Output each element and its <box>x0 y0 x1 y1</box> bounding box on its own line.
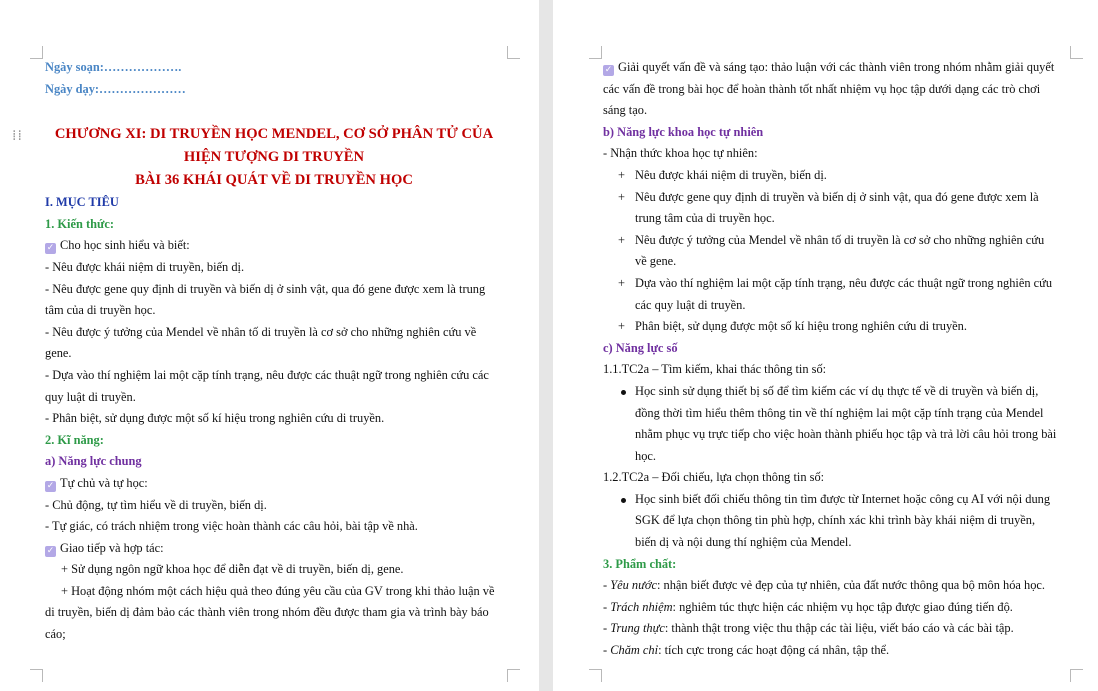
bullet-dot-icon <box>621 498 626 503</box>
crop-mark <box>589 46 602 59</box>
text-line[interactable]: di truyền, biến dị đảm bảo các thành viên trong nhóm đều được tham gia và trình bày báo <box>45 605 489 620</box>
lesson-title[interactable]: BÀI 36 KHÁI QUÁT VỀ DI TRUYỀN HỌC <box>135 172 413 189</box>
bullet-dot-icon <box>621 390 626 395</box>
plus-item[interactable] <box>603 316 1063 338</box>
quality-text: : nghiêm túc thực hiện các nhiệm vụ học tập được giao đúng tiến độ. <box>672 599 1013 614</box>
text-line[interactable]: gene. <box>45 346 72 361</box>
item-text: Dựa vào thí nghiệm lai một cặp tính trạng, nêu được các thuật ngữ trong nghiên cứu <box>635 275 1053 290</box>
quality-line[interactable]: - Yêu nước: nhận biết được vẻ đẹp của tự nhiên, của đất nước thông qua bộ môn hóa học. <box>603 578 1045 593</box>
plus-bullet-icon: + <box>618 319 625 334</box>
checkbox-icon[interactable]: ✓ <box>46 243 55 254</box>
checkbox-item[interactable] <box>45 235 503 257</box>
text-line[interactable]: + Hoạt động nhóm một cách hiệu quả theo đúng yêu cầu của GV trong khi thảo luận về <box>61 583 495 598</box>
heading-pham-chat[interactable]: 3. Phẩm chất: <box>603 556 677 571</box>
heading-nang-luc-so[interactable]: c) Năng lực số <box>603 340 678 355</box>
text-line[interactable]: - Chủ động, tự tìm hiểu về di truyền, biến dị. <box>45 497 267 512</box>
item-text: Học sinh sử dụng thiết bị số để tìm kiếm các ví dụ thực tế về di truyền và biến dị, <box>635 383 1039 398</box>
quality-text: : tích cực trong các hoạt động cá nhân, tập thể. <box>658 643 890 658</box>
text-line[interactable]: - Nhận thức khoa học tự nhiên: <box>603 146 758 161</box>
heading-nang-luc-chung[interactable]: a) Năng lực chung <box>45 454 142 469</box>
text-line[interactable]: sáng tạo. <box>603 103 648 118</box>
checkbox-label: Cho học sinh hiểu và biết: <box>60 238 190 253</box>
right-page-content <box>603 57 1063 662</box>
checkbox-item[interactable] <box>45 473 503 495</box>
quality-line[interactable]: - Trách nhiệm: nghiêm túc thực hiện các nhiệm vụ học tập được giao đúng tiến độ. <box>603 599 1013 614</box>
text-line[interactable]: nhằm phục vụ trực tiếp cho việc hoàn thành phiếu học tập và trả lời câu hỏi trong bài <box>635 427 1057 442</box>
plus-item[interactable] <box>603 273 1063 295</box>
heading-nang-luc-khtn[interactable]: b) Năng lực khoa học tự nhiên <box>603 124 764 139</box>
plus-bullet-icon: + <box>618 189 625 204</box>
plus-bullet-icon: + <box>618 275 625 290</box>
item-text: Nêu được gene quy định di truyền và biến dị ở sinh vật, qua đó gene được xem là <box>635 189 1039 204</box>
quality-label: Trung thực <box>610 621 665 636</box>
checkbox-item[interactable] <box>45 538 503 560</box>
checkbox-label: Giao tiếp và hợp tác: <box>60 540 164 555</box>
plus-item[interactable] <box>603 230 1063 252</box>
text-line[interactable]: SGK để lựa chọn thông tin phù hợp, chính xác khi trình bày khái niệm di truyền, <box>635 513 1036 528</box>
text-line[interactable]: tâm của di truyền học. <box>45 303 156 318</box>
right-page <box>553 0 1098 691</box>
crop-mark <box>507 669 520 682</box>
page-gutter <box>539 0 553 691</box>
quality-label: Trách nhiệm <box>610 599 673 614</box>
text-line[interactable]: - Dựa vào thí nghiệm lai một cặp tính trạng, nêu được các thuật ngữ trong nghiên cứu các <box>45 367 489 382</box>
text-line[interactable]: trung tâm của di truyền học. <box>635 211 775 226</box>
checkbox-icon[interactable]: ✓ <box>46 545 55 556</box>
left-page-content <box>45 57 503 646</box>
crop-mark <box>30 46 43 59</box>
chapter-title-line2[interactable]: HIỆN TƯỢNG DI TRUYỀN <box>183 149 365 166</box>
checkbox-icon[interactable]: ✓ <box>604 65 613 75</box>
text-line[interactable]: quy luật di truyền. <box>45 389 136 404</box>
prep-date[interactable]: Ngày soạn:………………. <box>45 60 182 74</box>
checkbox-item[interactable] <box>603 57 1063 79</box>
crop-mark <box>30 669 43 682</box>
plus-item[interactable] <box>603 187 1063 209</box>
quality-line[interactable]: - Trung thực: thành thật trong việc thu thập các tài liệu, viết báo cáo và các bài tập. <box>603 621 1014 636</box>
item-text: Nêu được khái niệm di truyền, biến dị. <box>635 167 827 182</box>
bullet-item[interactable] <box>603 381 1063 403</box>
text-line[interactable]: - Nêu được gene quy định di truyền và biến dị ở sinh vật, qua đó gene được xem là trung <box>45 281 486 296</box>
heading-kien-thuc[interactable]: 1. Kiến thức: <box>45 216 115 231</box>
text-line[interactable]: - Phân biệt, sử dụng được một số kí hiệu trong nghiên cứu di truyền. <box>45 411 385 426</box>
quality-label: Yêu nước <box>610 578 657 593</box>
text-line[interactable]: các vấn đề trong bài học để hoàn thành tốt nhất nhiệm vụ học tập dưới dạng các trò chơi <box>603 81 1041 96</box>
plus-bullet-icon: + <box>618 232 625 247</box>
text-line[interactable]: 1.1.TC2a – Tìm kiếm, khai thác thông tin số: <box>603 362 827 377</box>
bullet-item[interactable] <box>603 489 1063 511</box>
quality-text: : thành thật trong việc thu thập các tài liệu, viết báo cáo và các bài tập. <box>664 621 1014 636</box>
plus-item[interactable] <box>603 165 1063 187</box>
chapter-title-line1[interactable]: CHƯƠNG XI: DI TRUYỀN HỌC MENDEL, CƠ SỞ PHÂN TỬ CỦA <box>54 126 494 143</box>
drag-handle-icon[interactable]: ⁞⁞ <box>12 128 23 144</box>
checkbox-label: Tự chủ và tự học: <box>60 475 148 490</box>
heading-ki-nang[interactable]: 2. Kĩ năng: <box>45 432 104 447</box>
checkbox-label: Giải quyết vấn đề và sáng tạo: thảo luận với các thành viên trong nhóm nhằm giải quyết <box>618 60 1055 74</box>
text-line[interactable]: biến dị và nội dung thí nghiệm của Mendel. <box>635 535 852 550</box>
teach-date[interactable]: Ngày dạy:………………… <box>45 81 186 96</box>
text-line[interactable]: đồng thời tìm hiểu thêm thông tin về thí nghiệm lai một cặp tính trạng của Mendel <box>635 405 1044 420</box>
checkbox-icon[interactable]: ✓ <box>46 480 55 491</box>
crop-mark <box>507 46 520 59</box>
text-line[interactable]: - Nêu được khái niệm di truyền, biến dị. <box>45 259 245 274</box>
text-line[interactable]: học. <box>635 448 656 463</box>
text-line[interactable]: về gene. <box>635 254 677 269</box>
text-line[interactable]: - Nêu được ý tưởng của Mendel về nhân tố di truyền là cơ sở cho những nghiên cứu về <box>45 324 477 339</box>
quality-text: : nhận biết được vẻ đẹp của tự nhiên, của đất nước thông qua bộ môn hóa học. <box>656 578 1045 593</box>
left-page <box>0 0 539 691</box>
item-text: Phân biệt, sử dụng được một số kí hiệu trong nghiên cứu di truyền. <box>635 319 967 334</box>
text-line[interactable]: - Tự giác, có trách nhiệm trong việc hoàn thành các câu hỏi, bài tập về nhà. <box>45 519 418 534</box>
text-line[interactable]: + Sử dụng ngôn ngữ khoa học để diễn đạt về di truyền, biến dị, gene. <box>61 562 404 577</box>
text-line[interactable]: các quy luật di truyền. <box>635 297 746 312</box>
text-line[interactable]: cáo; <box>45 627 66 642</box>
crop-mark <box>1070 46 1083 59</box>
crop-mark <box>1070 669 1083 682</box>
heading-muc-tieu[interactable]: I. MỤC TIÊU <box>45 195 119 210</box>
item-text: Nêu được ý tưởng của Mendel về nhân tố di truyền là cơ sở cho những nghiên cứu <box>635 232 1045 247</box>
text-line[interactable]: 1.2.TC2a – Đối chiếu, lựa chọn thông tin số: <box>603 470 825 485</box>
quality-label: Chăm chỉ <box>610 643 659 658</box>
quality-line[interactable]: - Chăm chỉ: tích cực trong các hoạt động cá nhân, tập thể. <box>603 643 890 658</box>
plus-bullet-icon: + <box>618 167 625 182</box>
crop-mark <box>589 669 602 682</box>
item-text: Học sinh biết đối chiếu thông tin tìm được từ Internet hoặc công cụ AI với nội dung <box>635 491 1051 506</box>
